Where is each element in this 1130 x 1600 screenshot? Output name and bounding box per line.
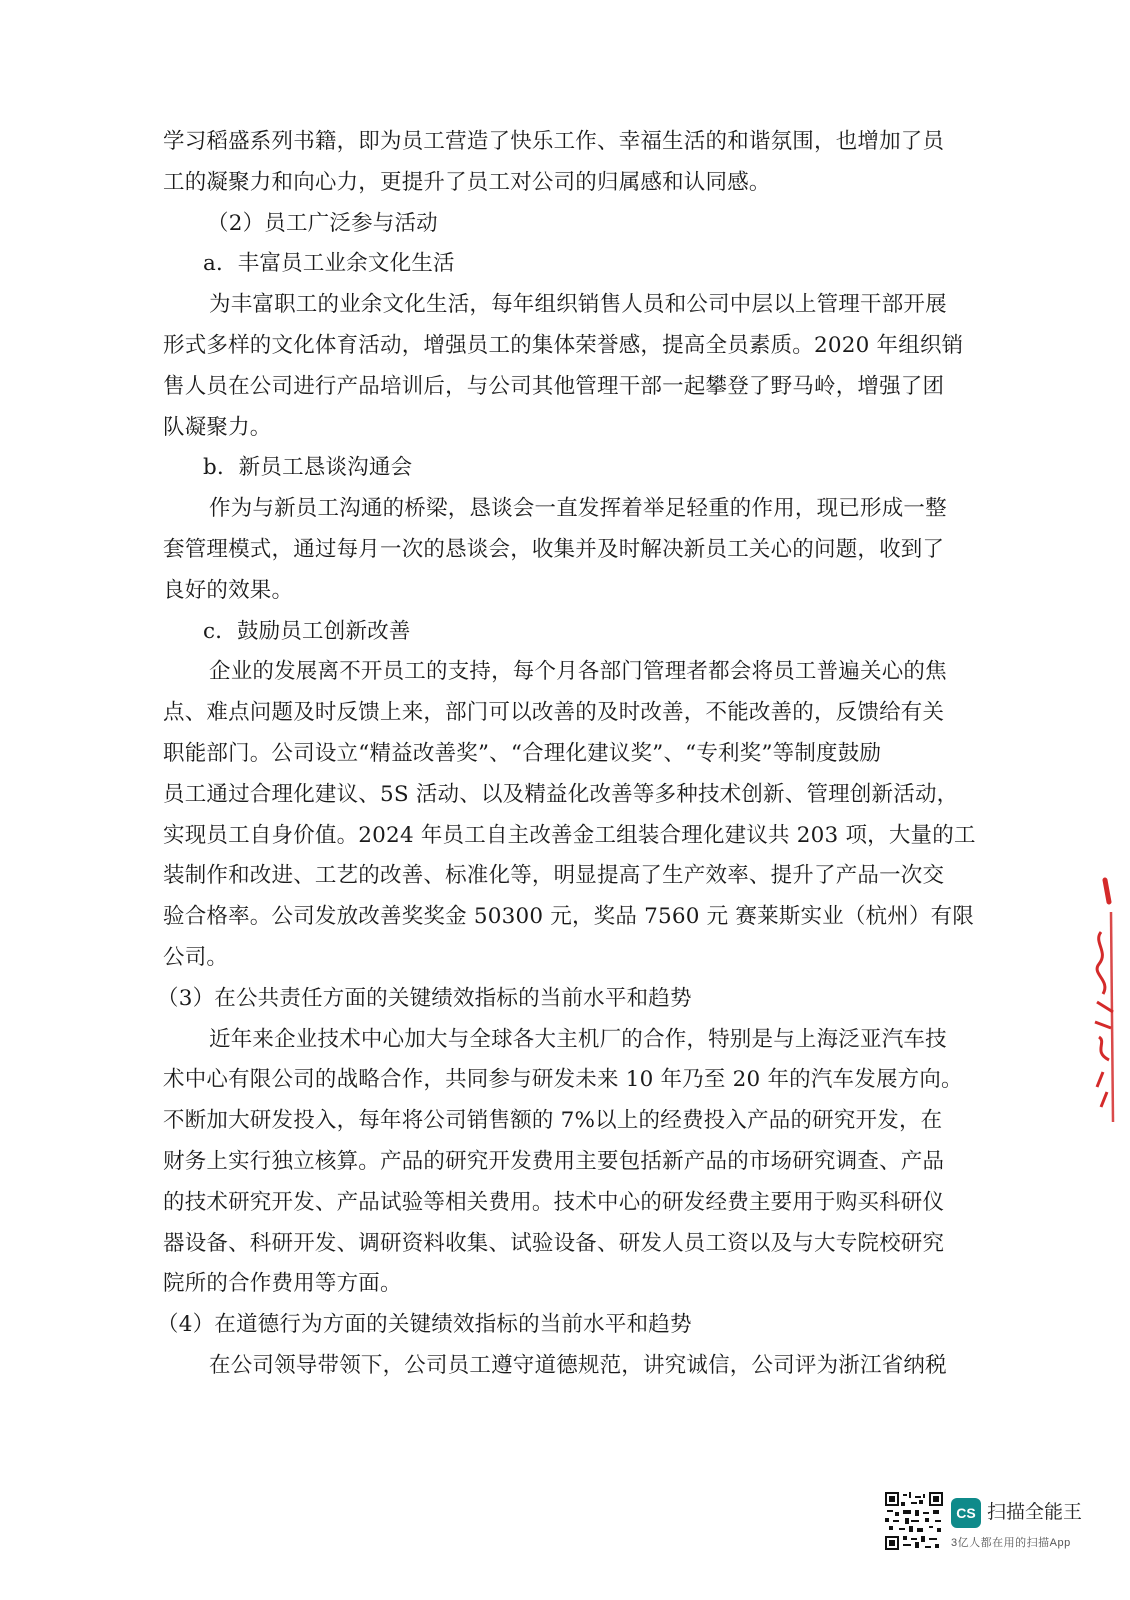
subsection-heading: c．鼓励员工创新改善	[203, 618, 411, 644]
text-line: 近年来企业技术中心加大与全球各大主机厂的合作，特别是与上海泛亚汽车技	[209, 1026, 947, 1052]
text-line: 队凝聚力。	[163, 414, 272, 440]
scanner-brand-name: 扫描全能王	[987, 1502, 1083, 1523]
text-line: 术中心有限公司的战略合作，共同参与研发未来 10 年乃至 20 年的汽车发展方向。	[163, 1067, 963, 1093]
text-line: 套管理模式，通过每月一次的恳谈会，收集并及时解决新员工关心的问题，收到了	[163, 536, 945, 562]
section-heading: （4）在道德行为方面的关键绩效指标的当前水平和趋势	[157, 1312, 692, 1338]
text-line: 企业的发展离不开员工的支持，每个月各部门管理者都会将员工普遍关心的焦	[209, 659, 947, 685]
text-line: 器设备、科研开发、调研资料收集、试验设备、研发人员工资以及与大专院校研究	[163, 1230, 945, 1256]
scanner-tagline: 3亿人都在用的扫描App	[951, 1537, 1071, 1549]
document-body	[157, 122, 983, 1387]
qr-code-icon	[885, 1492, 943, 1550]
text-line: 验合格率。公司发放改善奖奖金 50300 元，奖品 7560 元 赛莱斯实业（杭州）有限	[163, 904, 975, 930]
text-line: 院所的合作费用等方面。	[163, 1271, 402, 1297]
text-line: 点、难点问题及时反馈上来，部门可以改善的及时改善，不能改善的，反馈给有关	[163, 700, 945, 726]
subsection-heading: b．新员工恳谈沟通会	[203, 455, 413, 481]
section-heading: （2）员工广泛参与活动	[207, 210, 438, 236]
text-line: 作为与新员工沟通的桥梁，恳谈会一直发挥着举足轻重的作用，现已形成一整	[209, 496, 947, 522]
section-heading: （3）在公共责任方面的关键绩效指标的当前水平和趋势	[157, 985, 692, 1011]
text-line: 不断加大研发投入，每年将公司销售额的 7%以上的经费投入产品的研究开发，在	[163, 1108, 943, 1134]
text-line: 工的凝聚力和向心力，更提升了员工对公司的归属感和认同感。	[163, 169, 771, 195]
text-line: 学习稻盛系列书籍，即为员工营造了快乐工作、幸福生活的和谐氛围，也增加了员	[163, 129, 945, 154]
text-line: 形式多样的文化体育活动，增强员工的集体荣誉感，提高全员素质。2020 年组织销	[163, 332, 964, 358]
text-line: 在公司领导带领下，公司员工遵守道德规范，讲究诚信，公司评为浙江省纳税	[209, 1352, 947, 1378]
text-line: 实现员工自身价值。2024 年员工自主改善金工组装合理化建议共 203 项，大量的工	[163, 822, 976, 848]
text-line: 公司。	[163, 944, 229, 970]
text-line: 员工通过合理化建议、5S 活动、以及精益化改善等多种技术创新、管理创新活动，	[163, 781, 959, 807]
text-line: 售人员在公司进行产品培训后，与公司其他管理干部一起攀登了野马岭，增强了团	[163, 373, 945, 399]
scanner-watermark	[885, 1492, 1095, 1556]
camscanner-logo-icon: CS	[951, 1498, 981, 1528]
text-line: 装制作和改进、工艺的改善、标准化等，明显提高了生产效率、提升了产品一次交	[163, 863, 945, 889]
red-seal-stamp-fragment	[1083, 872, 1119, 1132]
text-line: 的技术研究开发、产品试验等相关费用。技术中心的研发经费主要用于购买科研仪	[163, 1189, 945, 1215]
text-line: 财务上实行独立核算。产品的研究开发费用主要包括新产品的市场研究调查、产品	[163, 1148, 945, 1174]
text-line: 职能部门。公司设立“精益改善奖”、“合理化建议奖”、“专利奖”等制度鼓励	[163, 740, 882, 766]
text-line: 为丰富职工的业余文化生活，每年组织销售人员和公司中层以上管理干部开展	[209, 292, 947, 318]
subsection-heading: a．丰富员工业余文化生活	[203, 251, 455, 277]
text-line: 良好的效果。	[163, 577, 294, 603]
